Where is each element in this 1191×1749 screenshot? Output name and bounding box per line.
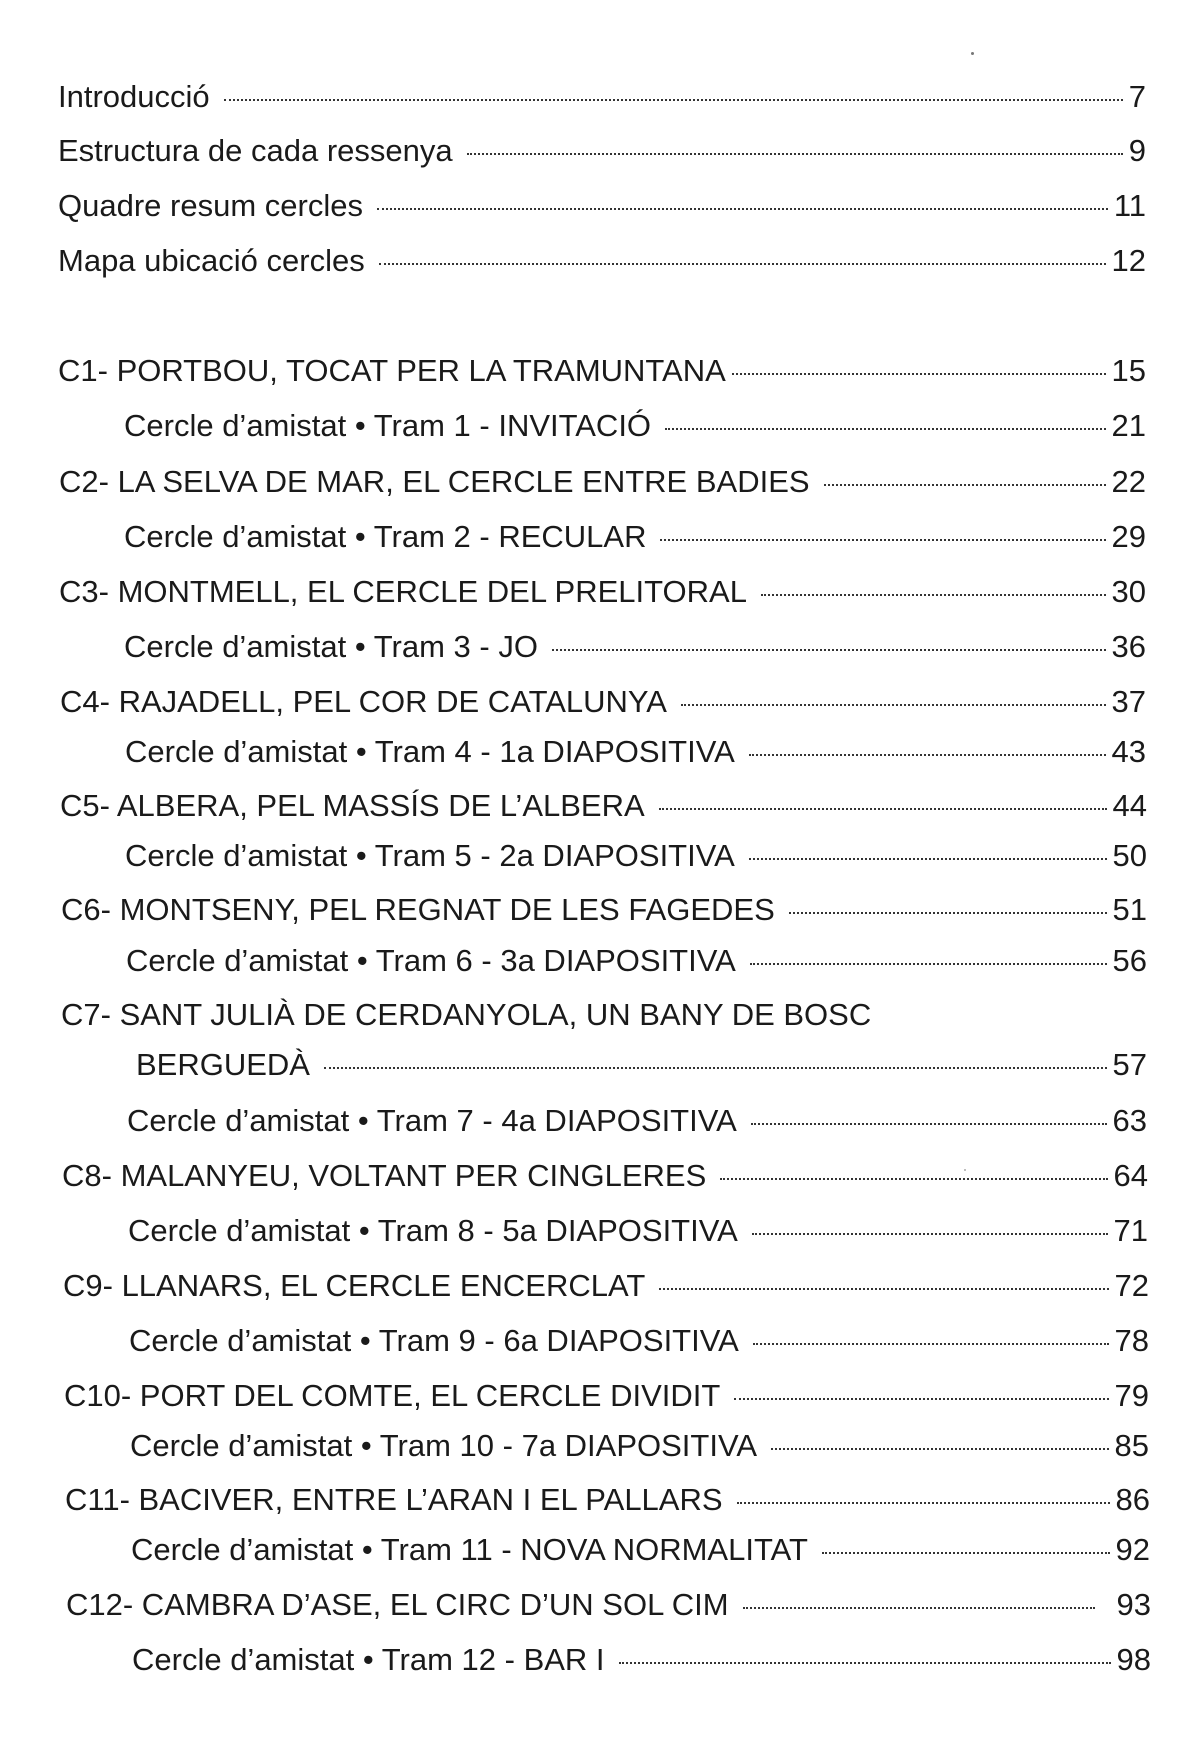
toc-row-section (130, 1427, 1149, 1465)
toc-title: C1- PORTBOU, TOCAT PER LA TRAMUNTANA (58, 353, 726, 388)
toc-title: C11- BACIVER, ENTRE L’ARAN I EL PALLARS (65, 1482, 723, 1517)
toc-row-quadre-resum (58, 187, 1146, 225)
dot-leader (824, 484, 1106, 486)
toc-row-section (132, 1641, 1151, 1679)
toc-row-section (124, 518, 1146, 556)
toc-page-number: 15 (1111, 353, 1146, 388)
dot-leader (751, 1123, 1107, 1125)
toc-row-section (128, 1212, 1148, 1250)
toc-row-chapter (61, 891, 1147, 929)
toc-row-chapter (66, 1586, 1151, 1624)
dot-leader (379, 263, 1106, 265)
toc-title: Estructura de cada ressenya (58, 133, 453, 168)
toc-title: Cercle d’amistat • Tram 7 - 4a DIAPOSITIVA (127, 1103, 737, 1138)
toc-page-number: 21 (1111, 408, 1146, 443)
toc-title: Mapa ubicació cercles (58, 243, 365, 278)
toc-row-chapter (65, 1481, 1150, 1519)
dot-leader (789, 912, 1107, 914)
toc-page-number: 29 (1111, 519, 1146, 554)
toc-title: C6- MONTSENY, PEL REGNAT DE LES FAGEDES (61, 892, 775, 927)
toc-title: C9- LLANARS, EL CERCLE ENCERCLAT (63, 1268, 646, 1303)
dot-leader (749, 754, 1106, 756)
dot-leader (552, 649, 1106, 651)
toc-title-continuation: BERGUEDÀ (136, 1047, 310, 1082)
dot-leader (720, 1178, 1107, 1180)
toc-page-number: 63 (1112, 1103, 1147, 1138)
dot-leader (761, 594, 1106, 596)
toc-page-number: 71 (1113, 1213, 1148, 1248)
toc-page-number: 7 (1128, 79, 1146, 114)
toc-title: Cercle d’amistat • Tram 10 - 7a DIAPOSITIVA (130, 1428, 758, 1463)
dot-leader (467, 153, 1123, 155)
toc-title: Cercle d’amistat • Tram 12 - BAR I (132, 1642, 605, 1677)
toc-row-section (124, 628, 1146, 666)
dot-leader (619, 1662, 1111, 1664)
toc-row-chapter-line1 (61, 996, 1147, 1034)
toc-row-section (125, 733, 1146, 771)
dot-leader (660, 539, 1105, 541)
dot-leader (752, 1233, 1108, 1235)
toc-title: Cercle d’amistat • Tram 3 - JO (124, 629, 538, 664)
toc-page-number: 64 (1113, 1158, 1148, 1193)
toc-row-section (125, 837, 1147, 875)
toc-row-mapa-ubicacio (58, 242, 1146, 280)
toc-title: Introducció (58, 79, 210, 114)
toc-row-estructura (58, 132, 1146, 170)
dot-leader (743, 1607, 1095, 1609)
dot-leader (665, 428, 1105, 430)
dot-leader (377, 208, 1108, 210)
toc-page-number: 9 (1128, 133, 1146, 168)
toc-page-number: 12 (1111, 243, 1146, 278)
toc-page-number: 30 (1111, 574, 1146, 609)
toc-title: Quadre resum cercles (58, 188, 363, 223)
toc-title: Cercle d’amistat • Tram 9 - 6a DIAPOSITIVA (129, 1323, 739, 1358)
toc-row-chapter (60, 683, 1146, 721)
toc-page-number: 57 (1112, 1047, 1147, 1082)
toc-page-number: 50 (1112, 838, 1147, 873)
scan-speck (971, 52, 974, 55)
dot-leader (681, 704, 1106, 706)
toc-title: C7- SANT JULIÀ DE CERDANYOLA, UN BANY DE BOSC (61, 997, 872, 1032)
toc-page-number: 78 (1114, 1323, 1149, 1358)
toc-page-number: 72 (1114, 1268, 1149, 1303)
toc-title: Cercle d’amistat • Tram 11 - NOVA NORMALITAT (131, 1532, 808, 1567)
toc-title: Cercle d’amistat • Tram 5 - 2a DIAPOSITIVA (125, 838, 735, 873)
toc-page-number: 86 (1115, 1482, 1150, 1517)
toc-row-chapter (58, 352, 1146, 390)
dot-leader (753, 1343, 1109, 1345)
toc-title: C8- MALANYEU, VOLTANT PER CINGLERES (62, 1158, 707, 1193)
toc-row-introduccio (58, 78, 1146, 116)
toc-page-number: 37 (1111, 684, 1146, 719)
dot-leader (224, 99, 1123, 101)
toc-row-chapter (63, 1267, 1149, 1305)
toc-title: Cercle d’amistat • Tram 8 - 5a DIAPOSITIVA (128, 1213, 738, 1248)
toc-page-number: 36 (1111, 629, 1146, 664)
toc-row-chapter (59, 463, 1146, 501)
toc-title: C10- PORT DEL COMTE, EL CERCLE DIVIDIT (64, 1378, 721, 1413)
dot-leader (659, 1288, 1108, 1290)
toc-page-number: 92 (1115, 1532, 1150, 1567)
dot-leader (750, 963, 1107, 965)
toc-title: C2- LA SELVA DE MAR, EL CERCLE ENTRE BADIES (59, 464, 810, 499)
dot-leader (324, 1067, 1107, 1069)
toc-row-chapter-line2 (136, 1046, 1147, 1084)
toc-page-number: 56 (1112, 943, 1147, 978)
toc-row-section (126, 942, 1147, 980)
toc-row-chapter (64, 1377, 1149, 1415)
toc-page-number: 98 (1116, 1642, 1151, 1677)
toc-title: C12- CAMBRA D’ASE, EL CIRC D’UN SOL CIM (66, 1587, 729, 1622)
dot-leader (732, 373, 1106, 375)
toc-page-number: 43 (1111, 734, 1146, 769)
dot-leader (822, 1552, 1110, 1554)
toc-page-number: 93 (1116, 1587, 1151, 1622)
toc-title: Cercle d’amistat • Tram 6 - 3a DIAPOSITIVA (126, 943, 736, 978)
toc-page-number: 11 (1113, 188, 1146, 223)
toc-title: C4- RAJADELL, PEL COR DE CATALUNYA (60, 684, 667, 719)
toc-row-section (129, 1322, 1149, 1360)
toc-title: Cercle d’amistat • Tram 1 - INVITACIÓ (124, 408, 652, 443)
toc-page-number: 79 (1114, 1378, 1149, 1413)
toc-page-number: 51 (1112, 892, 1147, 927)
dot-leader (737, 1502, 1110, 1504)
dot-leader (771, 1448, 1108, 1450)
toc-page-number: 22 (1111, 464, 1146, 499)
toc-title: Cercle d’amistat • Tram 2 - RECULAR (124, 519, 647, 554)
toc-title: C5- ALBERA, PEL MASSÍS DE L’ALBERA (60, 788, 645, 823)
toc-page-number: 44 (1112, 788, 1147, 823)
scan-speck (964, 1169, 966, 1171)
dot-leader (749, 858, 1107, 860)
dot-leader (659, 808, 1107, 810)
toc-page-number: 85 (1114, 1428, 1149, 1463)
toc-row-chapter (62, 1157, 1148, 1195)
toc-row-chapter (60, 787, 1147, 825)
toc-title: Cercle d’amistat • Tram 4 - 1a DIAPOSITIVA (125, 734, 735, 769)
toc-row-section (131, 1531, 1150, 1569)
toc-row-section (127, 1102, 1147, 1140)
toc-row-section (124, 407, 1146, 445)
dot-leader (734, 1398, 1108, 1400)
toc-title: C3- MONTMELL, EL CERCLE DEL PRELITORAL (59, 574, 747, 609)
toc-row-chapter (59, 573, 1146, 611)
